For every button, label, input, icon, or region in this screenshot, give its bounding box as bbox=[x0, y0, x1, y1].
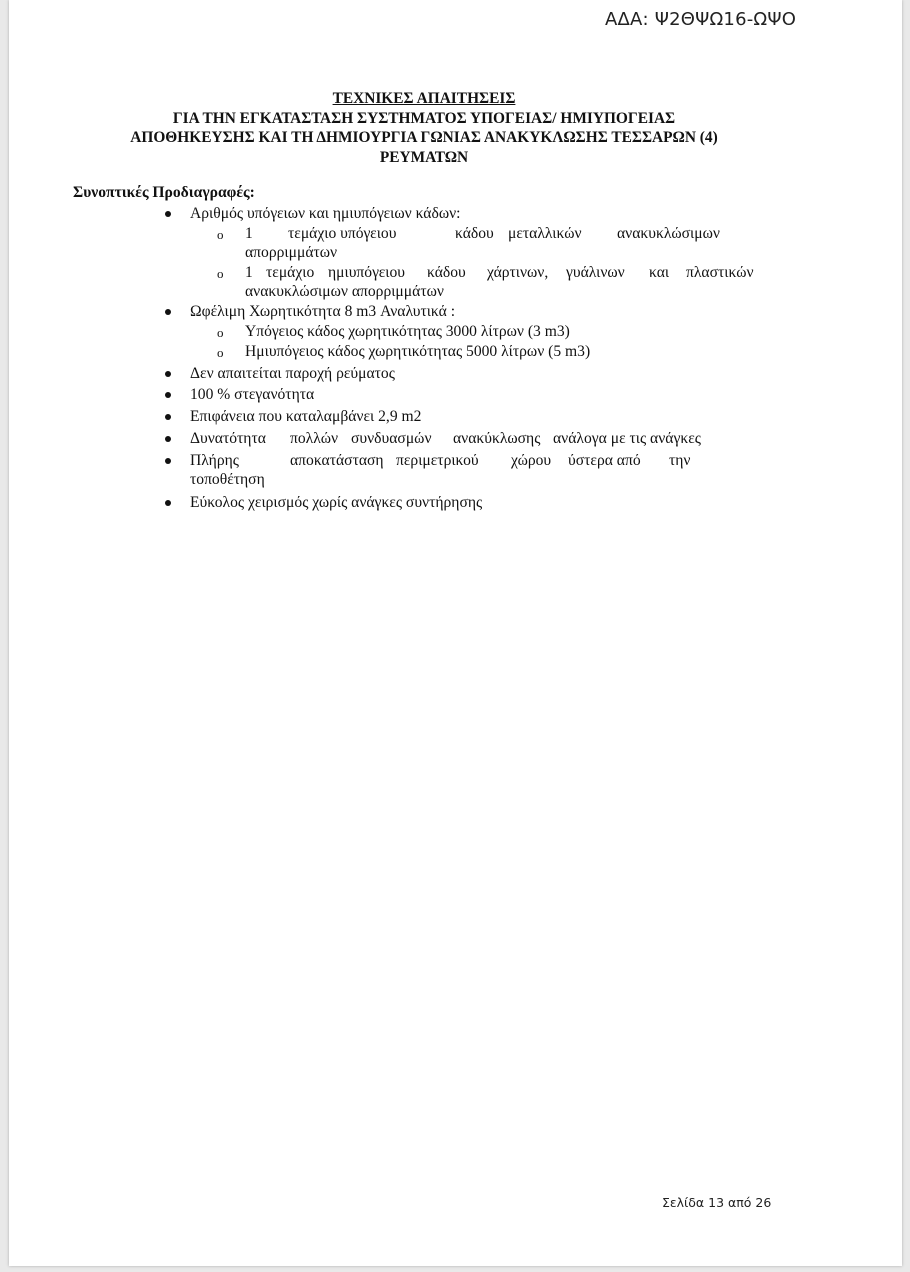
spec-item-6-word: πολλών bbox=[290, 430, 339, 447]
spec-item-2-sub-1: Υπόγειος κάδος χωρητικότητας 3000 λίτρων (3 m3) bbox=[245, 323, 570, 340]
bullet-icon bbox=[165, 458, 171, 464]
specs-heading: Συνοπτικές Προδιαγραφές: bbox=[73, 184, 255, 201]
document-page bbox=[9, 0, 902, 1266]
spec-item-8: Εύκολος χειρισμός χωρίς ανάγκες συντήρησης bbox=[190, 494, 483, 511]
spec-item-1-sub-2-word: γυάλινων bbox=[566, 264, 625, 281]
spec-item-1-sub-2-word: και bbox=[649, 264, 670, 281]
spec-item-1-sub-1-word: τεμάχιο υπόγειου bbox=[288, 225, 397, 242]
spec-item-1-sub-1-word: ανακυκλώσιμων bbox=[617, 225, 720, 242]
spec-item-1-sub-1-word: 1 bbox=[245, 225, 253, 242]
spec-item-1-sub-2-word: κάδου bbox=[427, 264, 466, 281]
circle-bullet-icon: o bbox=[217, 266, 224, 281]
title-line-1: ΤΕΧΝΙΚΕΣ ΑΠΑΙΤΗΣΕΙΣ bbox=[332, 90, 516, 107]
title-line-2: ΓΙΑ ΤΗΝ ΕΓΚΑΤΑΣΤΑΣΗ ΣΥΣΤΗΜΑΤΟΣ ΥΠΟΓΕΙΑΣ/ ΗΜΙΥΠΟΓΕΙΑΣ bbox=[172, 109, 676, 127]
title-line-3: ΑΠΟΘΗΚΕΥΣΗΣ ΚΑΙ ΤΗ ΔΗΜΙΟΥΡΓΙΑ ΓΩΝΙΑΣ ΑΝΑΚΥΚΛΩΣΗΣ ΤΕΣΣΑΡΩΝ (4) bbox=[130, 129, 718, 146]
spec-item-1-sub-2-word: χάρτινων, bbox=[487, 264, 549, 281]
ada-code: ΑΔΑ: Ψ2ΘΨΩ16-ΩΨΟ bbox=[605, 9, 797, 30]
title-line-4: ΡΕΥΜΑΤΩΝ bbox=[379, 148, 469, 166]
circle-bullet-icon: o bbox=[217, 345, 224, 360]
spec-item-2-sub-2: Ημιυπόγειος κάδος χωρητικότητας 5000 λίτρων (5 m3) bbox=[245, 343, 591, 360]
bullet-icon bbox=[165, 309, 171, 315]
spec-item-7-word: περιμετρικού bbox=[396, 452, 479, 469]
spec-item-3: Δεν απαιτείται παροχή ρεύματος bbox=[190, 365, 395, 382]
spec-item-7-word: αποκατάσταση bbox=[290, 452, 384, 469]
spec-item-7-word: την bbox=[669, 452, 691, 469]
spec-item-1-sub-2-word: ημιυπόγειου bbox=[328, 264, 405, 281]
circle-bullet-icon: o bbox=[217, 227, 224, 242]
spec-item-5: Επιφάνεια που καταλαμβάνει 2,9 m2 bbox=[190, 408, 422, 425]
bullet-icon bbox=[165, 414, 171, 420]
spec-item-1: Αριθμός υπόγειων και ημιυπόγειων κάδων: bbox=[190, 205, 461, 222]
spec-item-6-word: ανακύκλωσης bbox=[453, 430, 541, 447]
spec-item-7-word: Πλήρης bbox=[190, 452, 239, 469]
spec-item-4: 100 % στεγανότητα bbox=[190, 386, 315, 403]
bullet-icon bbox=[165, 371, 171, 377]
spec-item-6-word: συνδυασμών bbox=[351, 430, 432, 447]
spec-item-1-sub-1-cont: απορριμμάτων bbox=[245, 244, 338, 261]
bullet-icon bbox=[165, 500, 171, 506]
spec-item-1-sub-2-word: 1 bbox=[245, 264, 253, 281]
spec-item-6-word: Δυνατότητα bbox=[190, 430, 266, 447]
page-number: Σελίδα 13 από 26 bbox=[662, 1195, 772, 1210]
spec-item-1-sub-2-cont: ανακυκλώσιμων απορριμμάτων bbox=[245, 283, 444, 300]
bullet-icon bbox=[165, 211, 171, 217]
spec-item-7-cont: τοποθέτηση bbox=[190, 471, 265, 488]
spec-item-7-word: χώρου bbox=[511, 452, 552, 469]
bullet-icon bbox=[165, 392, 171, 398]
spec-item-1-sub-2-word: πλαστικών bbox=[686, 264, 754, 281]
spec-item-2: Ωφέλιμη Χωρητικότητα 8 m3 Αναλυτικά : bbox=[190, 303, 456, 320]
spec-item-6-word: ανάλογα με τις ανάγκες bbox=[553, 430, 701, 447]
spec-item-1-sub-2-word: τεμάχιο bbox=[266, 264, 315, 281]
spec-item-7-word: ύστερα από bbox=[568, 452, 641, 469]
bullet-icon bbox=[165, 436, 171, 442]
spec-item-1-sub-1-word: μεταλλικών bbox=[508, 225, 582, 242]
spec-item-1-sub-1-word: κάδου bbox=[455, 225, 494, 242]
document-title bbox=[69, 89, 779, 167]
circle-bullet-icon: o bbox=[217, 325, 224, 340]
